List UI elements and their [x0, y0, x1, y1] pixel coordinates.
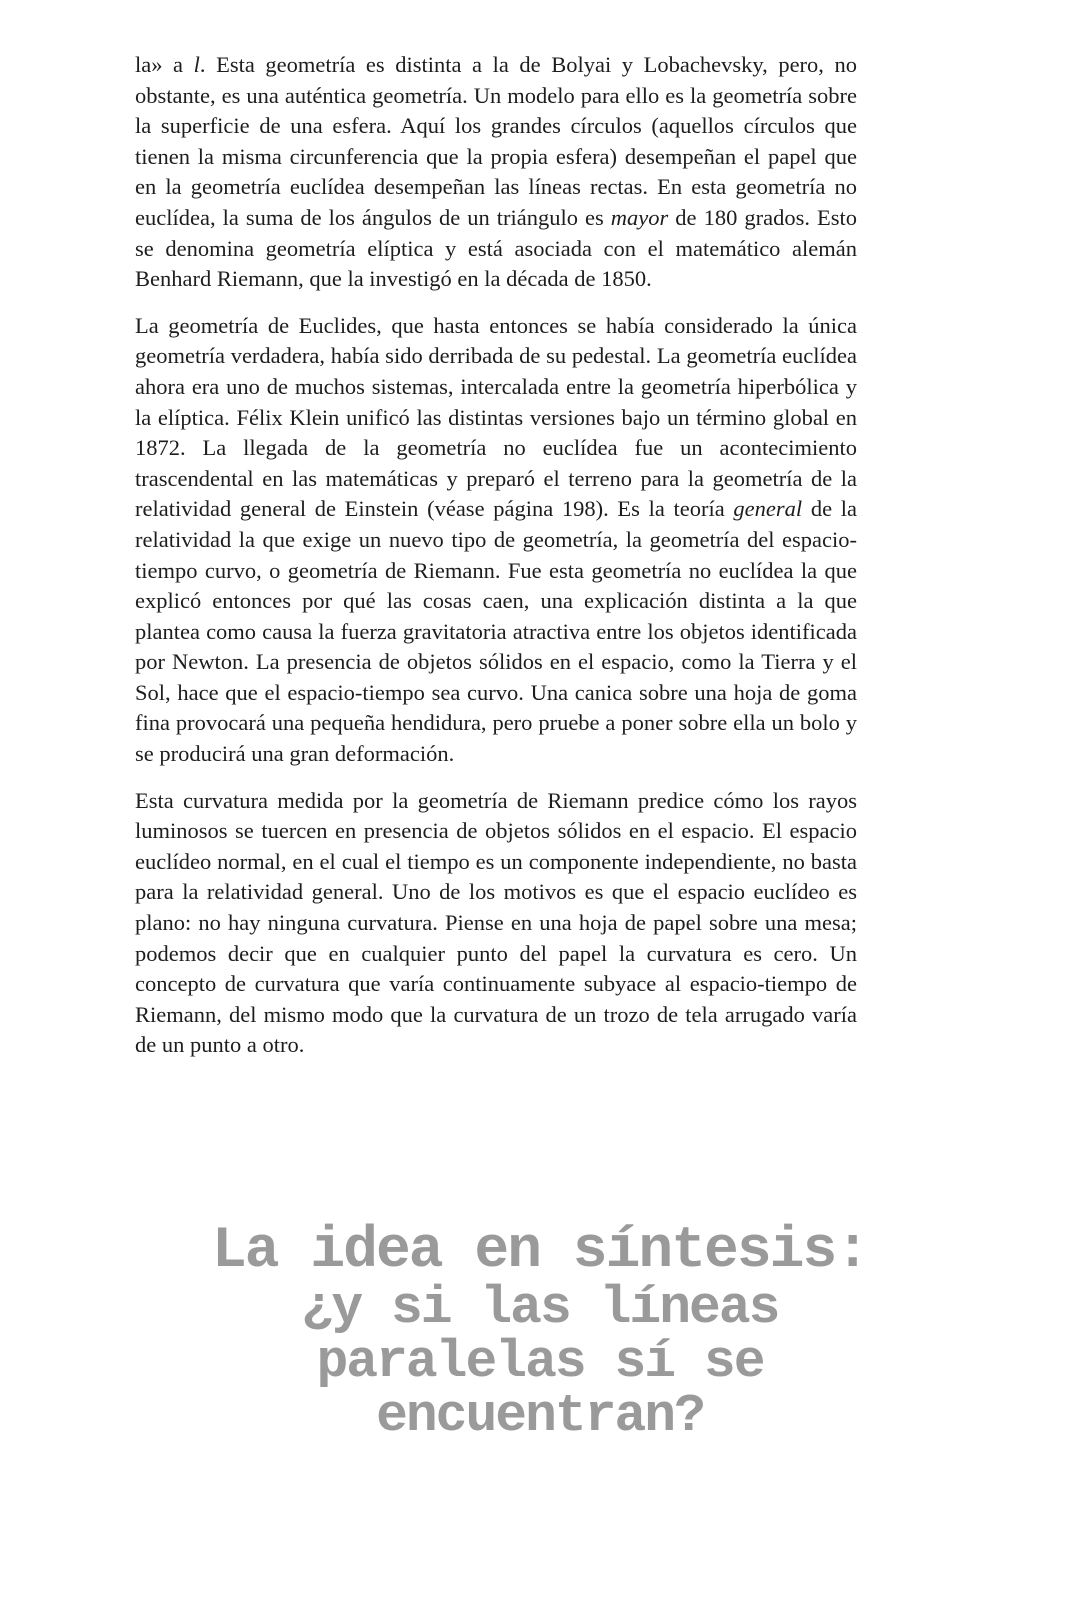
text-run: Esta curvatura medida por la geometría de Riemann predice cómo los rayos luminosos se tuercen en presencia de objetos sólidos en el espacio. El espacio euclídeo normal, en el cual el tiempo es un componente independiente, no basta para la relatividad general. Uno de los motivos es que el espacio euclídeo es plano: no hay ninguna curvatura. Piense en una hoja de papel sobre una mesa; podemos decir que en cualquier punto del papel la curvatura es cero. Un concepto de curvatura que varía continuamente subyace al espacio-tiempo de Riemann, del mismo modo que la curvatura de un trozo de tela arrugado varía de un punto a otro.	[135, 787, 857, 1058]
headline	[0, 1219, 1080, 1447]
italic-text-run: mayor	[610, 204, 669, 230]
headline-line: encuentran?	[376, 1386, 704, 1447]
body-text	[135, 50, 857, 1061]
headline-line: ¿y si las líneas	[301, 1278, 779, 1339]
italic-text-run: l	[193, 52, 200, 77]
italic-text-run: general	[733, 496, 803, 522]
text-run: la» a	[135, 52, 194, 77]
text-run: de 180 grados. Esto se denomina geometría elíptica y está asociada con el matemático alemán Benhard Riemann, que la investigó en la década de 1850.	[135, 204, 857, 292]
text-run: La geometría de Euclides, que hasta entonces se había considerado la única geometría verdadera, había sido derribada de su pedestal. La geometría euclídea ahora era uno de muchos sistemas, intercalada entre la geometría hiperbólica y la elíptica. Félix Klein unificó las distintas versiones bajo un término global en 1872. La llegada de la geometría no euclídea fue un acontecimiento trascendental en las matemáticas y preparó el terreno para la geometría de la relatividad general de Einstein (véase página 198). Es la teoría	[135, 312, 857, 522]
paragraph	[135, 786, 857, 1061]
paragraph	[135, 50, 857, 295]
headline-line: paralelas sí se	[316, 1332, 764, 1393]
text-run: de la relatividad la que exige un nuevo tipo de geometría, la geometría del espacio-tiempo curvo, o geometría de Riemann. Fue esta geometría no euclídea la que explicó entonces por qué las cosas caen, una explicación distinta a la que plantea como causa la fuerza gravitatoria atractiva entre los objetos identificada por Newton. La presencia de objetos sólidos en el espacio, como la Tierra y el Sol, hace que el espacio-tiempo sea curvo. Una canica sobre una hoja de goma fina provocará una pequeña hendidura, pero pruebe a poner sobre ella un bolo y se producirá una gran deformación.	[135, 496, 857, 767]
headline-line: La idea en síntesis:	[211, 1219, 869, 1284]
paragraph	[135, 311, 857, 770]
text-run: . Esta geometría es distinta a la de Bolyai y Lobachevsky, pero, no obstante, es una auténtica geometría. Un modelo para ello es la geometría sobre la superficie de una esfera. Aquí los grandes círculos (aquellos círculos que tienen la misma circunferencia que la propia esfera) desempeñan el papel que en la geometría euclídea desempeñan las líneas rectas. En esta geometría no euclídea, la suma de los ángulos de un triángulo es	[135, 52, 857, 230]
